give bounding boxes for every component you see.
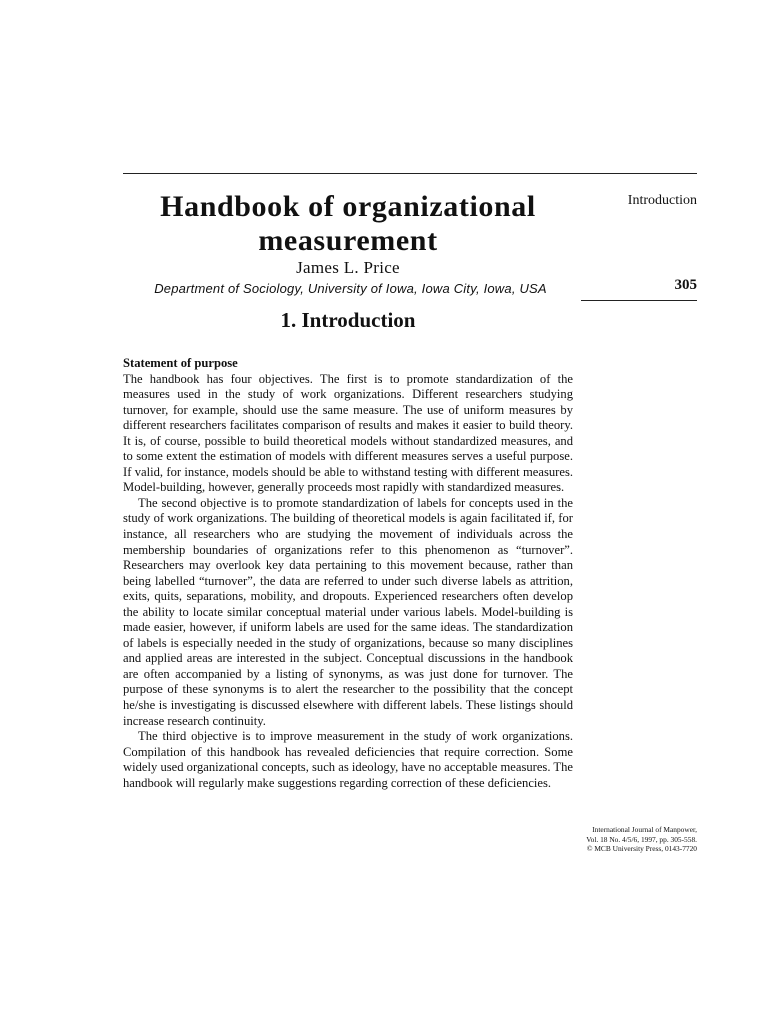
top-rule <box>123 173 697 174</box>
publisher-copyright: © MCB University Press, 0143-7720 <box>586 844 697 854</box>
author-affiliation: Department of Sociology, University of Iowa, Iowa City, Iowa, USA <box>154 281 547 296</box>
body-paragraph: The handbook has four objectives. The first is to promote standardization of the measures used in the study of work organizations. Different researchers studying turnover, for example, should use the same measure. The use of uniform measures by different researchers facilitates comparison of results and makes it easier to build theory. It is, of course, possible to build theoretical models without standardized measures, and to some extent the estimation of models with different measures serves a useful purpose. If valid, for instance, models should be able to withstand testing with different measures. Model-building, however, generally proceeds most rapidly with standardized measures. <box>123 371 573 495</box>
body-text <box>123 356 573 791</box>
page-number: 305 <box>674 277 697 293</box>
section-heading: 1. Introduction <box>280 308 416 332</box>
subsection-heading: Statement of purpose <box>123 356 238 370</box>
author-name: James L. Price <box>296 258 400 277</box>
journal-volume: Vol. 18 No. 4/5/6, 1997, pp. 305-558. <box>586 834 697 844</box>
margin-section-label: Introduction <box>627 193 697 208</box>
body-paragraph: The second objective is to promote standardization of labels for concepts used in the study of work organizations. The building of theoretical models is again facilitated if, for instance, all researchers who are studying the movement of individuals across the membership boundaries of organizations refer to this phenomenon as “turnover”. Researchers may overlook key data pertaining to this movement because, rather than being labelled “turnover”, the data are referred to under such diverse labels as attrition, exits, quits, separations, mobility, and dropouts. Experienced researchers often develop the ability to locate similar conceptual material under various labels. Model-building is made easier, however, if uniform labels are used for the same ideas. The standardization of labels is especially needed in the study of organizations, because so many disciplines and applied areas are interested in the subject. Conceptual discussions in the handbook are often accompanied by a listing of synonyms, as was just done for turnover. The purpose of these synonyms is to alert the researcher to the possibility that the concept he/she is investigating is discussed elsewhere with different labels. These listings should increase research continuity. <box>123 495 573 728</box>
article-title: Handbook of organizational measurement <box>160 190 536 257</box>
page-number-rule <box>581 300 697 301</box>
journal-name: International Journal of Manpower, <box>592 825 697 834</box>
body-paragraph: The third objective is to improve measurement in the study of work organizations. Compilation of this handbook has revealed deficiencies that require correction. Some widely used organizational concepts, such as ideology, have no acceptable measures. The handbook will regularly make suggestions regarding correction of these deficiencies. <box>123 729 573 790</box>
journal-citation <box>586 825 697 854</box>
